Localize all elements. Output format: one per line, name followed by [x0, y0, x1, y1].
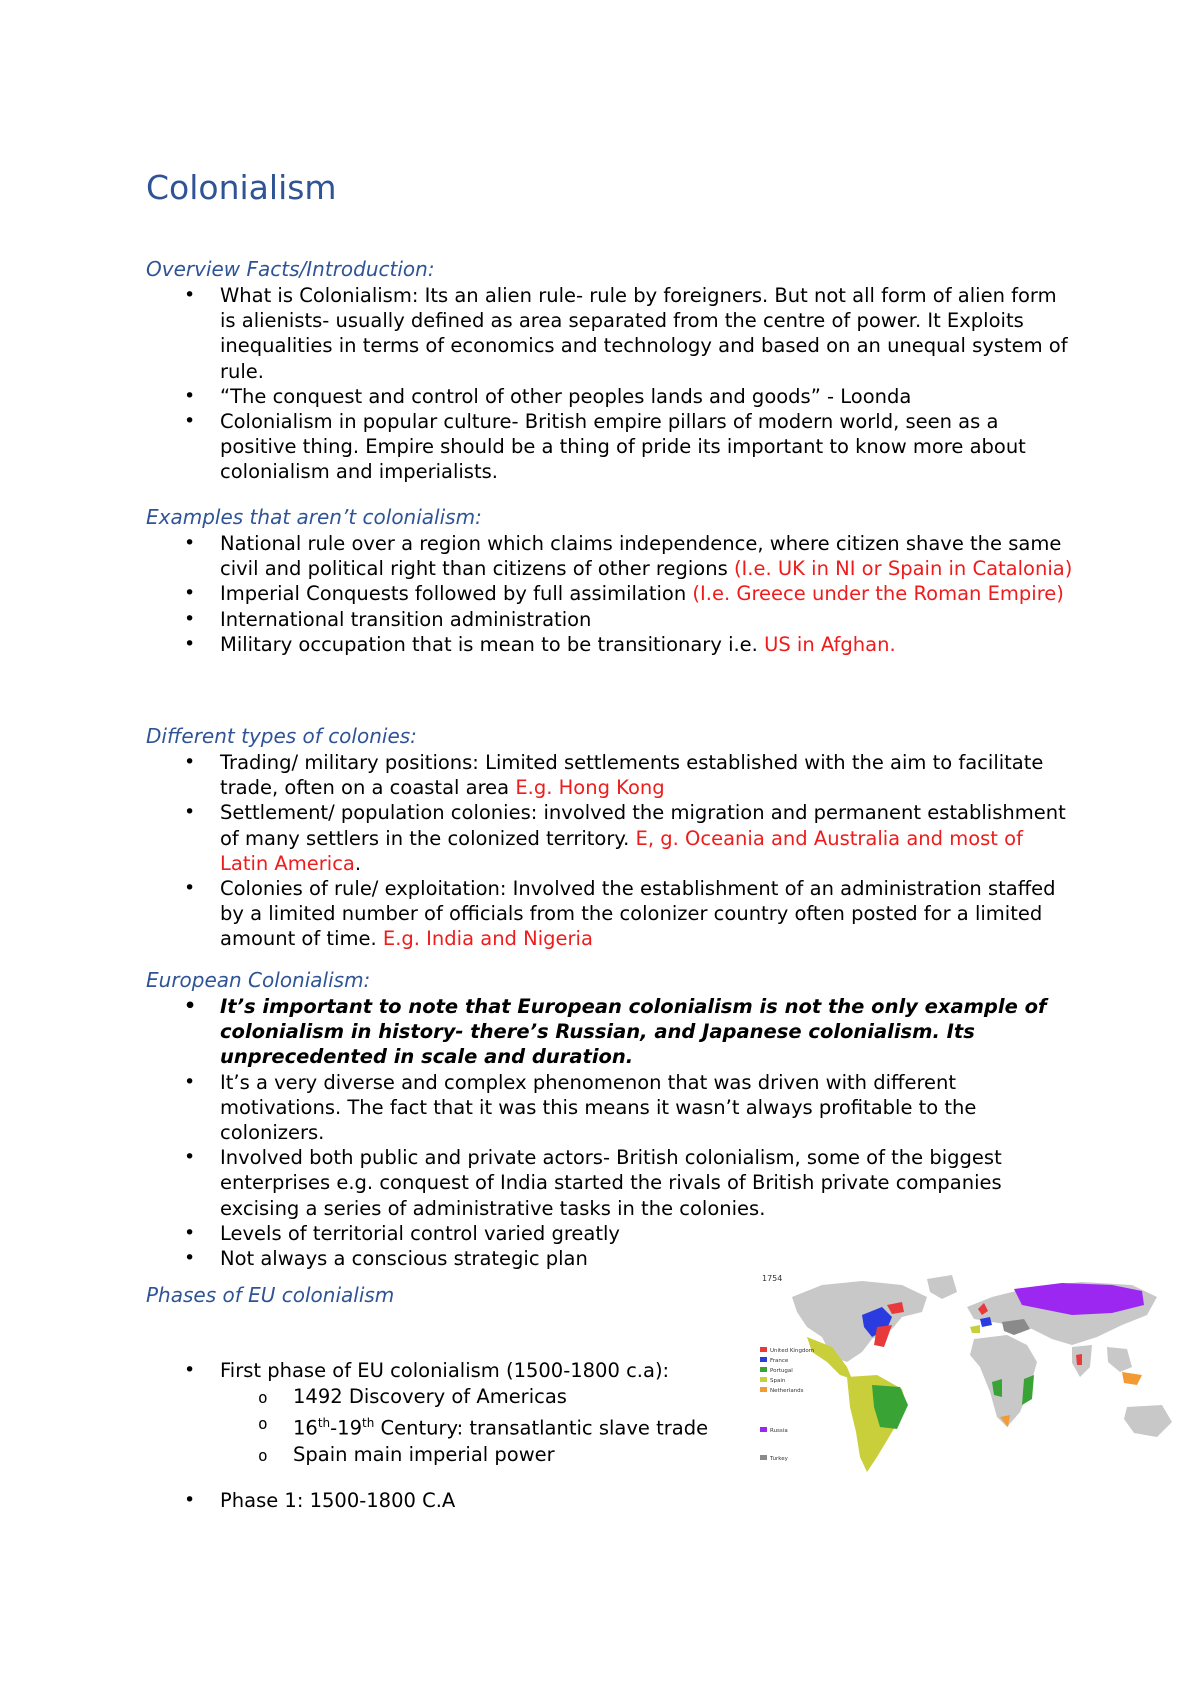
- list-item: • Trading/ military positions: Limited settlements established with the aim to facilitate trade, often on a coastal area E.g. Hong Kong: [146, 750, 1076, 800]
- overview-heading: Overview Facts/Introduction:: [146, 257, 435, 281]
- list-item: • Military occupation that is mean to be transitionary i.e. US in Afghan.: [146, 632, 1076, 657]
- legend-label-uk: United Kingdom: [770, 1348, 815, 1354]
- legend-swatch-netherlands: [760, 1387, 767, 1392]
- legend-label-portugal: Portugal: [770, 1368, 793, 1374]
- list-item: • What is Colonialism: Its an alien rule- rule by foreigners. But not all form of alien form is alienists- usually defined as area separated from the centre of power. It Exploits inequalities in terms of economics and technology and based on an unequal system of rule.: [146, 283, 1076, 384]
- european-list: [146, 994, 1076, 1271]
- list-item-emphasis: • It’s important to note that European colonialism is not the only example of colonialism in history- there’s Russian, and Japanese colonialism. Its unprecedented in scale and duration.: [146, 994, 1076, 1070]
- phases-sublist: [146, 1384, 708, 1468]
- european-heading: European Colonialism:: [146, 968, 371, 992]
- phases-list-2: [146, 1488, 706, 1513]
- list-item: • First phase of EU colonialism (1500-1800 c.a):: [146, 1358, 706, 1383]
- list-item: • Colonialism in popular culture- British empire pillars of modern world, seen as a positive thing. Empire should be a thing of pride its important to know more about colonialism and imperialists.: [146, 409, 1076, 485]
- list-item: • Phase 1: 1500-1800 C.A: [146, 1488, 706, 1513]
- page-title: Colonialism: [146, 168, 337, 207]
- phases-heading: Phases of EU colonialism: [146, 1283, 395, 1307]
- phases-list: [146, 1358, 706, 1383]
- legend-label-russia: Russia: [770, 1428, 788, 1434]
- overview-list: [146, 283, 1076, 485]
- list-item: • Not always a conscious strategic plan: [146, 1246, 1076, 1271]
- list-item: • Settlement/ population colonies: involved the migration and permanent establishment of many settlers in the colonized territory. E, g. Oceania and Australia and most of Latin America.: [146, 800, 1076, 876]
- legend-swatch-spain: [760, 1377, 767, 1382]
- examples-list: [146, 531, 1076, 657]
- legend-label-netherlands: Netherlands: [770, 1388, 804, 1394]
- sublist-item: o Spain main imperial power: [146, 1442, 708, 1468]
- list-item: • It’s a very diverse and complex phenomenon that was driven with different motivations. The fact that it was this means it wasn’t always profitable to the colonizers.: [146, 1070, 1076, 1146]
- legend-swatch-france: [760, 1357, 767, 1362]
- legend-label-france: France: [770, 1358, 789, 1364]
- legend-label-spain: Spain: [770, 1378, 786, 1384]
- sublist-item: o 16th-19th Century: transatlantic slave trade: [146, 1410, 708, 1442]
- list-item: • Levels of territorial control varied greatly: [146, 1221, 1076, 1246]
- legend-swatch-uk: [760, 1347, 767, 1352]
- legend-swatch-russia: [760, 1427, 767, 1432]
- colonial-world-map: [752, 1267, 1180, 1477]
- britain-india: [1076, 1354, 1082, 1365]
- list-item: • Colonies of rule/ exploitation: Involved the establishment of an administration staffed by a limited number of officials from the colonizer country often posted for a limited amount of time. E.g. India and Nigeria: [146, 876, 1076, 952]
- list-item: • International transition administration: [146, 607, 1076, 632]
- list-item: • National rule over a region which claims independence, where citizen shave the same civil and political right than citizens of other regions (I.e. UK in NI or Spain in Catalonia): [146, 531, 1076, 581]
- list-item: • Imperial Conquests followed by full assimilation (I.e. Greece under the Roman Empire): [146, 581, 1076, 606]
- examples-heading: Examples that aren’t colonialism:: [146, 505, 482, 529]
- list-item: • “The conquest and control of other peoples lands and goods” - Loonda: [146, 384, 1076, 409]
- types-heading: Different types of colonies:: [146, 724, 417, 748]
- legend-swatch-turkey: [760, 1455, 767, 1460]
- legend-label-turkey: Turkey: [770, 1456, 788, 1462]
- list-item: • Involved both public and private actors- British colonialism, some of the biggest enterprises e.g. conquest of India started the rivals of British private companies excising a series of administrative tasks in the colonies.: [146, 1145, 1076, 1221]
- map-year-label: 1754: [762, 1274, 783, 1283]
- legend-swatch-portugal: [760, 1367, 767, 1372]
- sublist-item: o 1492 Discovery of Americas: [146, 1384, 708, 1410]
- types-list: [146, 750, 1076, 952]
